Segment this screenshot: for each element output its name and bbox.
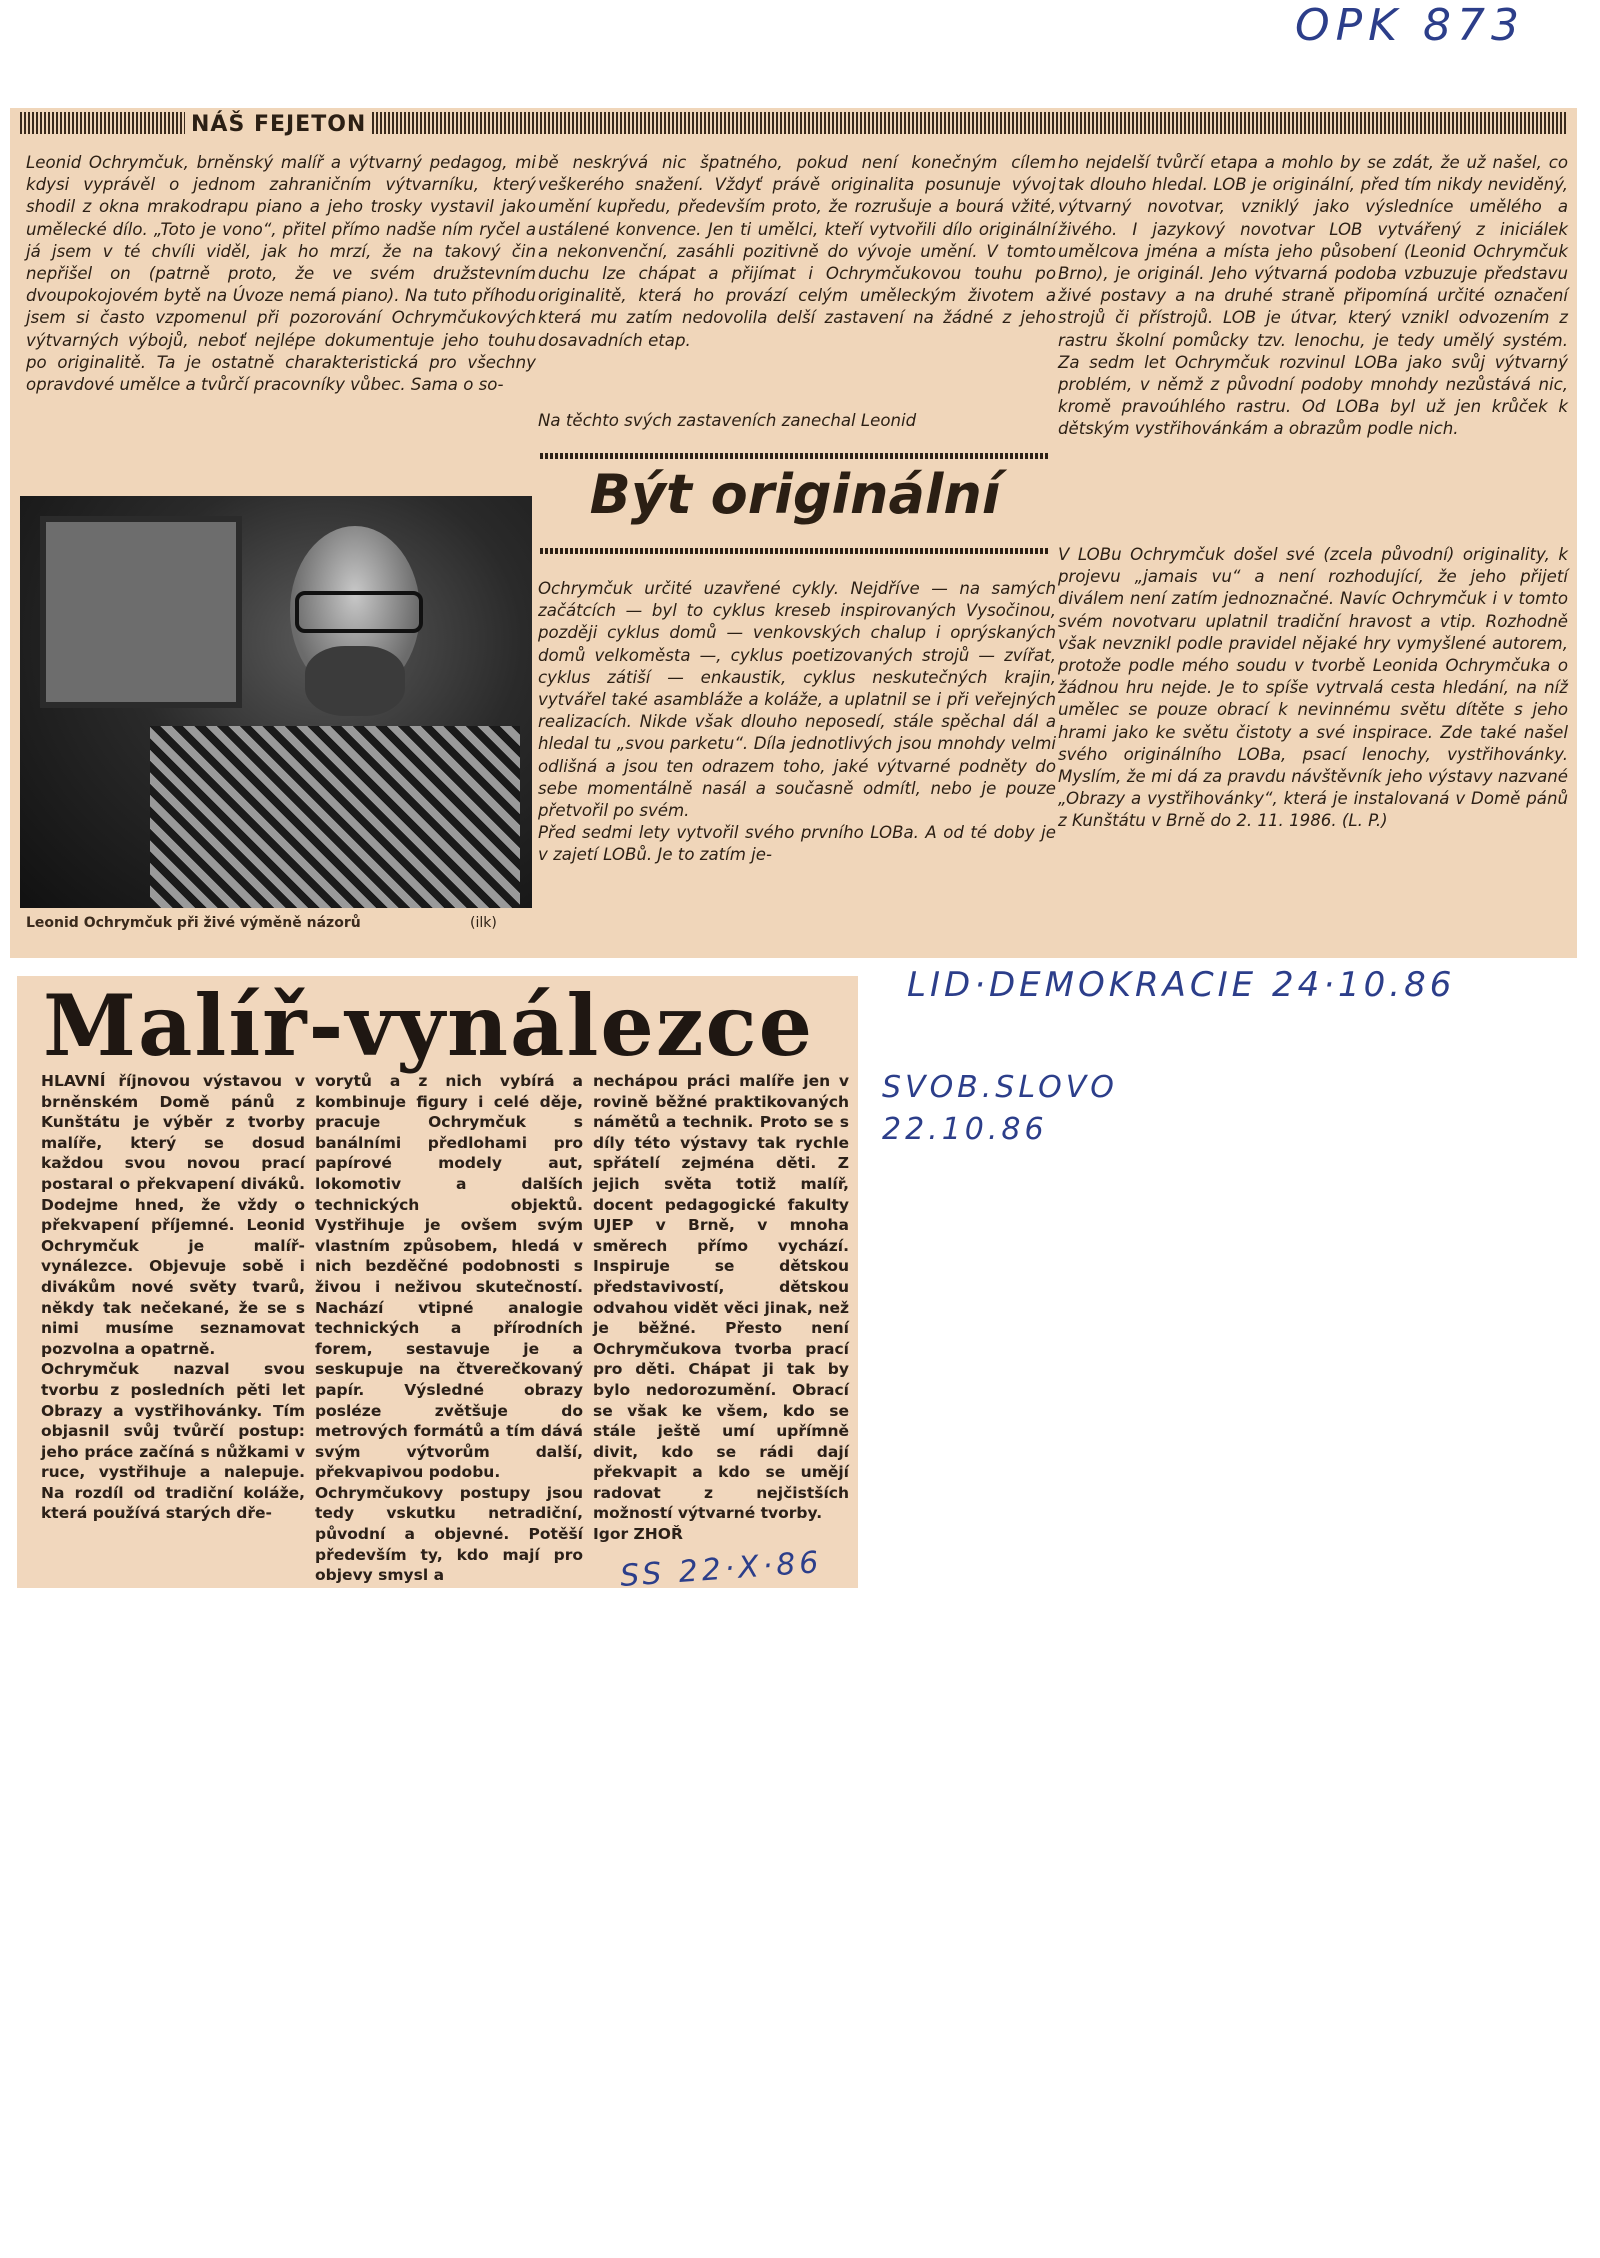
archive-mark-handwritten: OPK 873 — [1295, 0, 1525, 51]
section-label: NÁŠ FEJETON — [185, 112, 372, 138]
feuilleton-column-2-bottom: Ochrymčuk určité uzavřené cykly. Nejdříve — na samých začátcích — byl to cyklus kreseb inspirovaných Vysočinou, později cyklus domů — venkovských chalup i oprýskaných domů velkoměsta —, cyklus poetizovaných strojů — zvířat, cyklus zátiší — enkaustik, cyklus neskutečných krajin, vytvářel také asambláže a koláže, a uplatnil se i při veřejných realizacích. Nikde však dlouho neposedí, stále spěchal dál a hledal tu „svou parketu“. Díla jednotlivých jsou mnohdy velmi odlišná a jsou ten odrazem toho, jaké výtvarné podněty do sebe momentálně nasál a současně odmítl, nebo je pouze přetvořil po svém. Před sedmi lety vytvořil svého prvního LOBa. A od té doby je v zajetí LOBů. Je to zatím je- — [538, 579, 1056, 865]
feuilleton-title: Být originální — [589, 463, 1001, 526]
handwritten-source-lid-demokracie: LID·DEMOKRACIE 24·10.86 — [907, 965, 1456, 1005]
title-rule-bottom — [540, 548, 1050, 554]
glasses — [295, 591, 423, 633]
article-clipping — [17, 976, 858, 1588]
section-rule — [20, 112, 1567, 137]
article-column-2: vorytů a z nich vybírá a kombinuje figury i celé děje, pracuje Ochrymčuk s banálními předlohami pro papírové modely aut, lokomotiv a dalších technických objektů. Vystřihuje je ovšem svým vlastním způsobem, hledá v nich bezděčné podobnosti s živou i neživou skutečností. Nachází vtipné analogie technických a přírodních forem, sestavuje je a seskupuje na čtverečkovaný papír. Výsledné obrazy posléze zvětšuje do metrových formátů a tím dává svým výtvorům další, překvapivou podobu. Ochrymčukovy postupy jsou tedy vskutku netradiční, původní a objevné. Potěší především ty, kdo mají pro objevy smysl a — [315, 1072, 583, 1585]
feuilleton-column-2-mid: Na těchto svých zastaveních zanechal Leonid — [538, 411, 917, 430]
article-column-3: nechápou práci malíře jen v rovině běžné praktikovaných námětů a technik. Proto se s díly této výstavy tak rychle spřátelí zejména děti. Z jejich světa totiž malíř, docent pedagogické fakulty UJEP v Brně, v mnoha směrech přímo vychází. Inspiruje se dětskou představivostí, dětskou odvahou vidět věci jinak, než je běžné. Přesto není Ochrymčukova tvorba prací pro děti. Chápat ji tak by bylo nedorozumění. Obrací se však ke všem, kdo se stále ještě umí upřímně divit, kdo se rádi dají překvapit a kdo se umějí radovat z nejčistších možností výtvarné tvorby. Igor ZHOŘ — [593, 1072, 849, 1544]
handwritten-source-svobodne-slovo: SVOB.SLOVO — [882, 1070, 1118, 1105]
checkered-scarf — [150, 726, 520, 908]
handwritten-date-svobodne-slovo: 22.10.86 — [882, 1112, 1048, 1147]
handwritten-ss-note: SS 22·X·86 — [619, 1544, 824, 1595]
article-headline: Malíř-vynálezce — [43, 976, 815, 1075]
feuilleton-clipping — [10, 108, 1577, 958]
feuilleton-column-2-top: bě neskrývá nic špatného, pokud není konečným cílem veškerého snažení. Vždyť právě originalita posunuje vývoj umění kupředu, především proto, že rozrušuje a bourá vžité, ustálené konvence. Jen ti umělci, kteří vytvořili dílo originální a nekonvenční, zasáhli pozitivně do vývoje umění. V tomto duchu lze chápat a přijímat i Ochrymčukovou touhu po originalitě, která ho provází celým uměleckým životem a která mu zatím nedovolila delší zastavení na žádné z jeho dosavadních etap. — [538, 153, 1056, 350]
feuilleton-column-1: Leonid Ochrymčuk, brněnský malíř a výtvarný pedagog, mi kdysi vyprávěl o jednom zahraničním výtvarníku, který shodil z okna mrakodrapu piano a jeho trosky vystavil jako umělecké dílo. „Toto je vono“, přitel přímo nadše ním ryčel a já jsem v té chvíli viděl, jak ho mrzí, že na takový čin nepřišel on (patrně proto, že ve svém družstevním dvoupokojovém bytě na Úvoze nemá piano). Na tuto příhodu jsem si často vzpomenul při pozorování Ochrymčukových výtvarných výbojů, neboť nejlépe dokumentuje jeho touhu po originalitě. Ta je ostatně charakteristická pro všechny opravdové umělce a tvůrčí pracovníky vůbec. Sama o so- — [26, 153, 536, 395]
title-rule-top — [540, 453, 1050, 459]
background-painting — [40, 516, 242, 708]
photo-credit: (ilk) — [470, 915, 497, 931]
portrait-photo — [20, 496, 532, 908]
feuilleton-column-3-bottom: V LOBu Ochrymčuk došel své (zcela původní) originality, k projevu „jamais vu“ a není rozhodující, že jeho přijetí diválem není zatím jednoznačné. Navíc Ochrymčuk i v tomto svém novotvaru uplatnil tradiční hravost a vtip. Rozhodně však nevznikl podle pravidel nějaké hry vymyšlené autorem, protože podle mého soudu v tvorbě Leonida Ochrymčuka o žádnou hru nejde. Je to spíše vytrvalá cesta hledání, na níž umělec se pouze obrací k nevinnému světu dítěte s jeho hrami jako ke světu čistoty a své inspirace. Zde také našel svého originálního LOBa, psací lenochy, vystřihovánky. Myslím, že mi dá za pravdu návštěvník jeho výstavy nazvané „Obrazy a vystřihovánky“, která je instalovaná v Domě pánů z Kunštátu v Brně do 2. 11. 1986. (L. P.) — [1058, 545, 1568, 831]
article-column-1: HLAVNÍ říjnovou výstavou v brněnském Domě pánů z Kunštátu je výběr z tvorby malíře, který se dosud každou svou novou prací postaral o překvapení diváků. Dodejme hned, že vždy o překvapení příjemné. Leonid Ochrymčuk je malíř-vynálezce. Objevuje sobě i divákům nové světy tvarů, někdy tak nečekané, že se s nimi musíme seznamovat pozvolna a opatrně. Ochrymčuk nazval svou tvorbu z posledních pěti let Obrazy a vystřihovánky. Tím objasnil svůj tvůrčí postup: jeho práce začíná s nůžkami v ruce, vystřihuje a nalepuje. Na rozdíl od tradiční koláže, která používá starých dře- — [41, 1072, 305, 1523]
photo-caption: Leonid Ochrymčuk při živé výměně názorů — [26, 915, 361, 931]
feuilleton-column-3-top: ho nejdelší tvůrčí etapa a mohlo by se zdát, že už našel, co tak dlouho hledal. LOB je originální, před tím nikdy neviděný, výtvarný novotvar, vzniklý jako výsledníce umělého a živého. I jazykový novotvar LOB vytvářený z iniciálek umělcova jména a místa jeho působení (Leonid Ochrymčuk Brno), je originál. Jeho výtvarná podoba vzbuzuje představu živé postavy a na druhé straně připomíná určité označení strojů či přístrojů. LOB je útvar, který vznikl odvozením z rastru školní pomůcky tzv. lenochu, je tedy umělý systém. Za sedm let Ochrymčuk rozvinul LOBa jako svůj výtvarný problém, v němž z původní podoby mnohdy nezůstává nic, kromě pravoúhlého rastru. Od LOBa byl už jen krůček k dětským vystřihovánkám a obrazům podle nich. — [1058, 153, 1568, 439]
beard — [305, 646, 405, 716]
